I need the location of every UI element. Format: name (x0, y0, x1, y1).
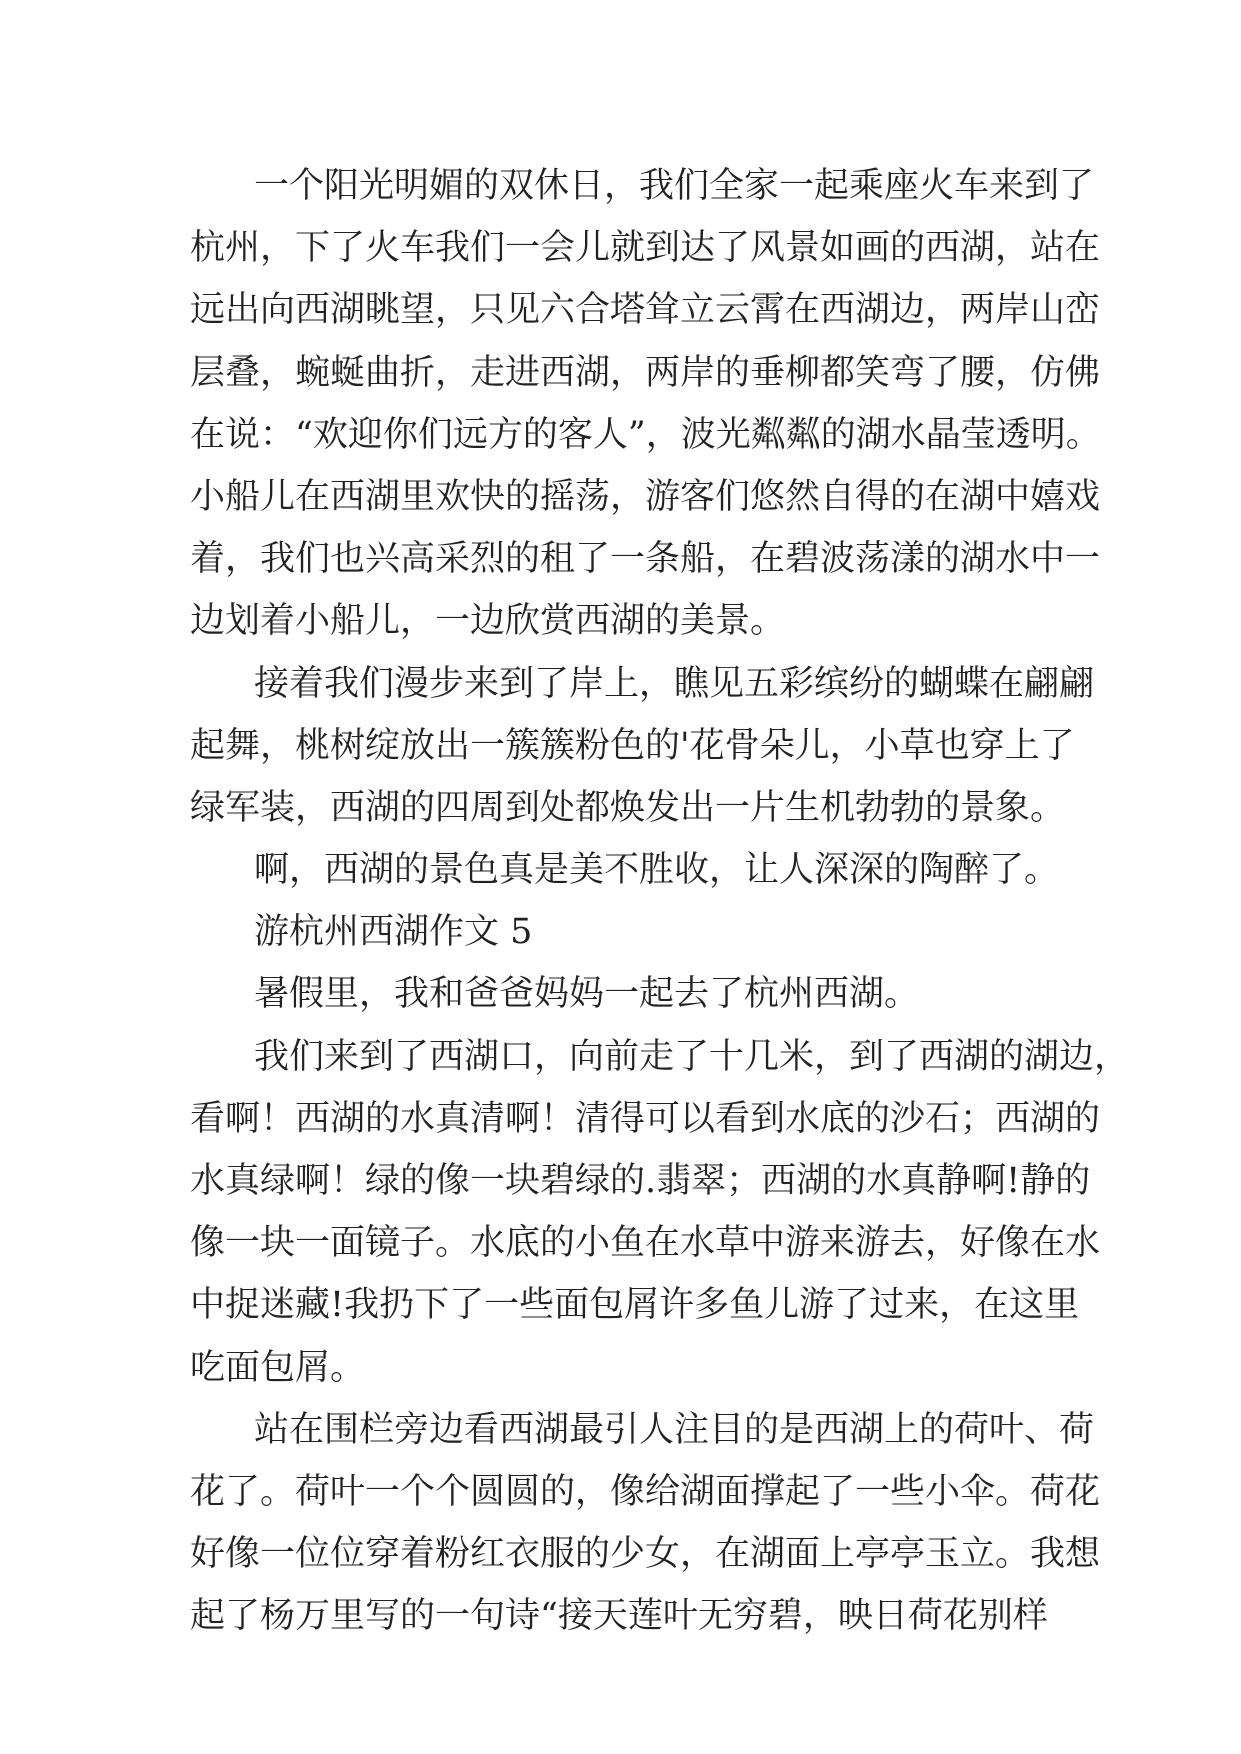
text-line: 站在围栏旁边看西湖最引人注目的是西湖上的荷叶、荷 (254, 1409, 1095, 1450)
text-line: 在说：“欢迎你们远方的客人”，波光粼粼的湖水晶莹透明。 (190, 414, 1101, 455)
text-line: 我们来到了西湖口，向前走了十几米，到了西湖的湖边， (254, 1036, 1130, 1077)
text-line: 水真绿啊！绿的像一块碧绿的.翡翠；西湖的水真静啊!静的 (190, 1161, 1091, 1201)
text-line: 花了。荷叶一个个圆圆的，像给湖面撑起了一些小伞。荷花 (190, 1471, 1101, 1512)
text-line: 层叠，蜿蜒曲折，走进西湖，两岸的垂柳都笑弯了腰，仿佛 (190, 352, 1101, 393)
text-line: 绿军装，西湖的四周到处都焕发出一片生机勃勃的景象。 (190, 787, 1066, 828)
text-line: 边划着小船儿，一边欣赏西湖的美景。 (190, 601, 786, 642)
text-line: 好像一位位穿着粉红衣服的少女，在湖面上亭亭玉立。我想 (190, 1534, 1101, 1575)
text-line: 中捉迷藏!我扔下了一些面包屑许多鱼儿游了过来，在这里 (190, 1285, 1080, 1326)
text-line: 起了杨万里写的一句诗“接天莲叶无穷碧，映日荷花别样 (190, 1596, 1048, 1637)
text-line: 啊，西湖的景色真是美不胜收，让人深深的陶醉了。 (254, 850, 1060, 891)
text-line: 接着我们漫步来到了岸上，瞧见五彩缤纷的蝴蝶在翩翩 (254, 663, 1095, 704)
text-line: 游杭州西湖作文 5 (254, 912, 533, 953)
text-line: 着，我们也兴高采烈的租了一条船，在碧波荡漾的湖水中一 (190, 539, 1101, 580)
text-line: 起舞，桃树绽放出一簇簇粉色的'花骨朵儿，小草也穿上了 (190, 725, 1075, 766)
text-line: 一个阳光明媚的双休日，我们全家一起乘座火车来到了 (254, 166, 1095, 206)
text-line: 远出向西湖眺望，只见六合塔耸立云霄在西湖边，两岸山峦 (190, 290, 1101, 331)
essay-body (190, 155, 1130, 1648)
text-line: 像一块一面镜子。水底的小鱼在水草中游来游去，好像在水 (190, 1223, 1101, 1264)
text-line: 吃面包屑。 (190, 1347, 366, 1388)
text-line: 小船儿在西湖里欢快的摇荡，游客们悠然自得的在湖中嬉戏 (190, 476, 1101, 517)
text-line: 看啊！西湖的水真清啊！清得可以看到水底的沙石；西湖的 (190, 1098, 1101, 1139)
text-line: 暑假里，我和爸爸妈妈一起去了杭州西湖。 (254, 974, 920, 1015)
text-line: 杭州，下了火车我们一会儿就到达了风景如画的西湖，站在 (190, 228, 1101, 269)
